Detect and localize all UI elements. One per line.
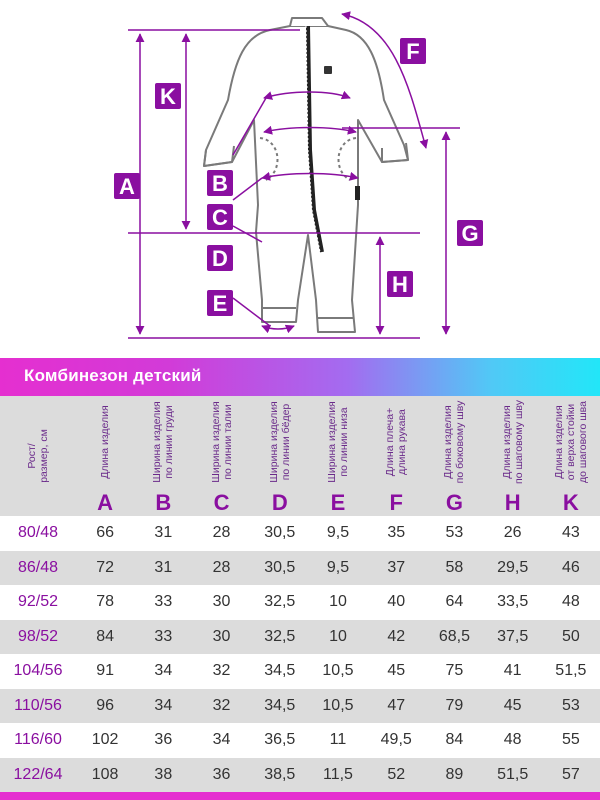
table-row <box>0 758 600 793</box>
value-cell: 37 <box>387 558 406 576</box>
value-cell: 34 <box>154 696 173 714</box>
header-label: Длина изделия от верха стойки до шагового шва <box>552 401 589 483</box>
value-cell: 46 <box>561 558 580 576</box>
size-cell: 122/64 <box>13 765 63 783</box>
size-cell: 116/60 <box>14 731 62 748</box>
header-label: Ширина изделия по линии низа <box>325 401 350 483</box>
header-letter: F <box>389 490 403 515</box>
value-cell: 51,5 <box>497 765 529 783</box>
svg-text:G: G <box>461 221 479 246</box>
header-label: Длина изделия по шаговому шву <box>500 400 525 484</box>
header-letter: A <box>97 490 114 515</box>
value-cell: 64 <box>445 593 464 610</box>
value-cell: 42 <box>387 627 406 645</box>
logo-patch-icon <box>324 66 332 74</box>
header-col-c <box>192 396 250 516</box>
value-cell: 10,5 <box>322 696 354 714</box>
value-cell: 96 <box>96 696 114 714</box>
value-cell: 84 <box>445 731 464 748</box>
value-cell: 34,5 <box>264 696 296 714</box>
header-label: Длина изделия <box>99 405 112 479</box>
svg-text:B: B <box>212 171 228 196</box>
value-cell: 38 <box>154 765 173 783</box>
svg-text:A: A <box>119 174 135 199</box>
value-cell: 72 <box>96 558 114 576</box>
value-cell: 79 <box>445 696 464 714</box>
size-cell: 92/52 <box>17 593 59 610</box>
header-size-label: Рост/ размер, см <box>26 429 50 483</box>
value-cell: 36,5 <box>264 731 296 748</box>
value-cell: 33,5 <box>497 593 529 610</box>
header-letter: E <box>330 490 346 515</box>
value-cell: 52 <box>387 765 406 783</box>
label-B <box>207 170 233 196</box>
value-cell: 32,5 <box>264 627 296 645</box>
table-row <box>0 689 600 724</box>
value-cell: 11 <box>329 731 347 748</box>
value-cell: 66 <box>96 524 114 541</box>
value-cell: 10 <box>329 627 347 645</box>
value-cell: 31 <box>154 524 173 541</box>
svg-text:K: K <box>160 84 176 109</box>
value-cell: 41 <box>503 662 522 679</box>
value-cell: 48 <box>503 731 522 748</box>
header-letter: K <box>562 490 579 515</box>
value-cell: 30 <box>212 627 231 645</box>
value-cell: 32,5 <box>264 593 296 610</box>
value-cell: 58 <box>445 558 464 576</box>
value-cell: 11,5 <box>323 765 353 783</box>
value-cell: 26 <box>503 524 522 541</box>
label-G <box>457 220 483 246</box>
value-cell: 45 <box>387 662 406 679</box>
value-cell: 36 <box>154 731 173 748</box>
value-cell: 53 <box>445 524 464 541</box>
header-letter: B <box>155 490 172 515</box>
value-cell: 43 <box>561 524 580 541</box>
value-cell: 9,5 <box>326 524 350 541</box>
table-row <box>0 723 600 758</box>
side-tag-icon <box>355 186 360 200</box>
value-cell: 34 <box>154 662 173 679</box>
value-cell: 36 <box>212 765 231 783</box>
value-cell: 78 <box>96 593 114 610</box>
value-cell: 33 <box>154 593 173 610</box>
value-cell: 29,5 <box>497 558 529 576</box>
value-cell: 30,5 <box>264 524 296 541</box>
svg-text:F: F <box>406 39 420 64</box>
size-cell: 80/48 <box>17 524 59 541</box>
svg-text:H: H <box>392 272 408 297</box>
value-cell: 9,5 <box>326 558 350 576</box>
value-cell: 47 <box>387 696 406 714</box>
header-col-f <box>367 396 425 516</box>
bottom-accent-bar <box>0 792 600 800</box>
table-row <box>0 620 600 655</box>
svg-text:E: E <box>212 291 228 316</box>
value-cell: 38,5 <box>264 765 296 783</box>
value-cell: 45 <box>503 696 522 714</box>
value-cell: 108 <box>91 765 119 783</box>
size-cell: 86/48 <box>17 558 59 576</box>
header-label: Длина плеча+ длина рукава <box>384 407 409 477</box>
value-cell: 68,5 <box>438 627 470 645</box>
value-cell: 30 <box>212 593 231 610</box>
label-C <box>207 204 233 230</box>
size-table <box>0 396 600 792</box>
value-cell: 51,5 <box>555 662 587 679</box>
garment-measurement-diagram <box>0 0 600 360</box>
value-cell: 84 <box>96 627 114 645</box>
value-cell: 10 <box>329 593 347 610</box>
value-cell: 102 <box>91 731 119 748</box>
value-cell: 91 <box>96 662 114 679</box>
value-cell: 35 <box>387 524 406 541</box>
header-label: Ширина изделия по линии бёдер <box>267 401 292 483</box>
size-cell: 104/56 <box>13 662 63 679</box>
page-title: Комбинезон детский <box>24 366 202 385</box>
header-label: Длина изделия по боковому шву <box>442 400 467 484</box>
header-letter: D <box>271 490 288 515</box>
header-col-e <box>309 396 367 516</box>
header-letter: G <box>445 490 463 515</box>
value-cell: 53 <box>561 696 580 714</box>
label-A <box>114 173 140 199</box>
table-row <box>0 516 600 551</box>
value-cell: 34 <box>212 731 231 748</box>
value-cell: 32 <box>212 662 231 679</box>
value-cell: 75 <box>445 662 464 679</box>
size-cell: 98/52 <box>17 627 59 645</box>
value-cell: 57 <box>561 765 580 783</box>
header-label: Ширина изделия по линии талии <box>209 401 234 483</box>
header-col-g <box>425 396 483 516</box>
value-cell: 32 <box>212 696 231 714</box>
table-row <box>0 654 600 689</box>
value-cell: 49,5 <box>380 731 412 748</box>
header-col-k <box>542 396 600 516</box>
title-banner <box>0 358 600 396</box>
header-col-a <box>76 396 134 516</box>
label-E <box>207 290 233 316</box>
value-cell: 40 <box>387 593 406 610</box>
coverall-outline <box>204 18 408 332</box>
header-label: Ширина изделия по линии груди <box>151 401 176 483</box>
svg-text:C: C <box>212 205 228 230</box>
value-cell: 31 <box>154 558 173 576</box>
label-H <box>387 271 413 297</box>
value-cell: 28 <box>212 524 231 541</box>
value-cell: 34,5 <box>264 662 296 679</box>
value-cell: 28 <box>212 558 231 576</box>
value-cell: 50 <box>561 627 580 645</box>
value-cell: 37,5 <box>497 627 529 645</box>
value-cell: 48 <box>561 593 580 610</box>
header-size <box>0 396 76 516</box>
table-row <box>0 551 600 586</box>
svg-text:D: D <box>212 246 228 271</box>
header-col-d <box>251 396 309 516</box>
value-cell: 89 <box>445 765 464 783</box>
value-cell: 30,5 <box>264 558 296 576</box>
label-K <box>155 83 181 109</box>
table-row <box>0 585 600 620</box>
value-cell: 33 <box>154 627 173 645</box>
label-F <box>400 38 426 64</box>
value-cell: 55 <box>561 731 580 748</box>
header-col-b <box>134 396 192 516</box>
value-cell: 10,5 <box>322 662 354 679</box>
table-header-row <box>0 396 600 516</box>
header-letter: C <box>213 490 230 515</box>
header-letter: H <box>504 490 521 515</box>
size-cell: 110/56 <box>14 696 62 714</box>
label-D <box>207 245 233 271</box>
header-col-h <box>484 396 542 516</box>
